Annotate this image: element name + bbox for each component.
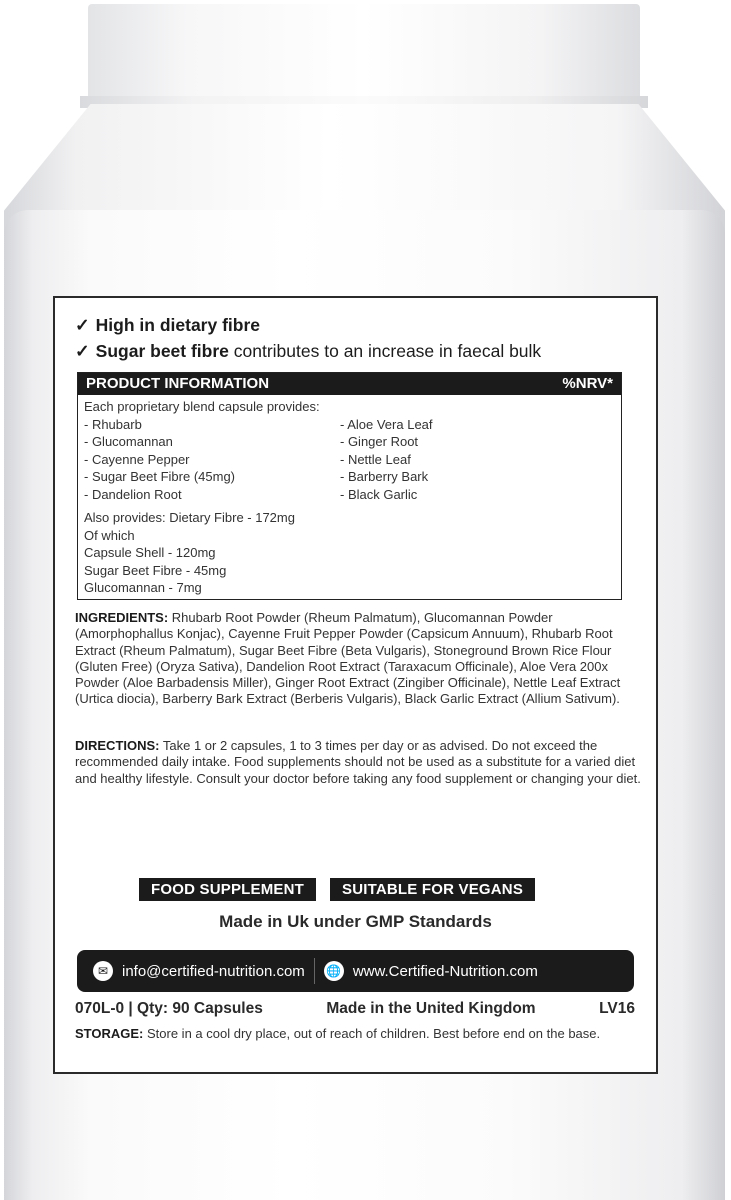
- blend-columns: [84, 416, 615, 504]
- blend-item: - Aloe Vera Leaf: [340, 416, 433, 432]
- blend-item: - Nettle Leaf: [340, 451, 411, 467]
- blend-item: - Black Garlic: [340, 486, 418, 502]
- blend-column-left: [84, 416, 340, 504]
- badges: [139, 878, 535, 901]
- vegan-badge: SUITABLE FOR VEGANS: [330, 878, 535, 901]
- product-information-body: [78, 395, 621, 600]
- website-contact: [324, 961, 538, 981]
- blend-column-right: [340, 416, 600, 504]
- blend-item: - Rhubarb: [84, 416, 142, 432]
- storage-text: STORAGE: Store in a cool dry place, out of reach of children. Best before end on the base.: [75, 1026, 601, 1041]
- directions-text: DIRECTIONS: Take 1 or 2 capsules, 1 to 3 times per day or as advised. Do not exceed the recommended daily intake. Food supplements should not be used as a substitute for a varied diet and healthy lifestyle. Consult your doctor before taking any food supplement or changing your diet.: [75, 738, 641, 786]
- blend-item: - Ginger Root: [340, 434, 419, 449]
- product-information-box: [77, 372, 622, 600]
- blend-item: - Barberry Bark: [340, 469, 429, 484]
- email-text: info@certified-nutrition.com: [122, 962, 305, 980]
- gmp-statement: Made in Uk under GMP Standards: [219, 912, 492, 931]
- claim-item: ✓ Sugar beet fibre contributes to an increase in faecal bulk: [75, 341, 542, 361]
- globe-icon: 🌐: [324, 961, 344, 981]
- product-meta: [75, 1000, 635, 1018]
- check-icon: ✓: [75, 341, 90, 361]
- ingredients-text: INGREDIENTS: Rhubarb Root Powder (Rheum Palmatum), Glucomannan Powder (Amorphophallus Konjac), Cayenne Fruit Pepper Powder (Capsicum Annuum), Rhubarb Root Extract (Rheum Palmatum), Sugar Beet Fibre (Beta Vulgaris), Stoneground Brown Rice Flour (Gluten Free) (Oryza Sativa), Dandelion Root Extract (Taraxacum Officinale), Aloe Vera 200x Powder (Aloe Barbadensis Miller), Ginger Root Extract (Zingiber Officinale), Nettle Leaf Extract (Urtica diocia), Barberry Bark Extract (Berberis Vulgaris), Black Garlic Extract (Allium Sativum).: [75, 610, 621, 707]
- also-provides: Also provides: Dietary Fibre - 172mg Of which Capsule Shell - 120mg Sugar Beet Fibre - 45mg Glucomannan - 7mg: [84, 510, 295, 595]
- product-code: 070L-0 | Qty: 90 Capsules: [75, 1000, 263, 1017]
- contact-divider: [314, 958, 315, 984]
- blend-item: - Sugar Beet Fibre (45mg): [84, 469, 236, 484]
- check-icon: ✓: [75, 315, 90, 335]
- claim-item: ✓ High in dietary fibre: [75, 315, 260, 335]
- website-text: www.Certified-Nutrition.com: [352, 962, 538, 980]
- product-information-header: PRODUCT INFORMATION %NRV*: [78, 373, 621, 395]
- origin-text: Made in the United Kingdom: [326, 1000, 536, 1017]
- nrv-header: %NRV*: [562, 375, 613, 392]
- product-label: [53, 296, 658, 1074]
- envelope-icon: ✉: [93, 961, 113, 981]
- food-supplement-badge: FOOD SUPPLEMENT: [139, 878, 316, 901]
- batch-code: LV16: [599, 1000, 635, 1017]
- contact-bar: [77, 950, 634, 992]
- blend-item: - Glucomannan: [84, 434, 173, 449]
- email-contact: [93, 961, 305, 981]
- blend-intro: Each proprietary blend capsule provides:: [84, 399, 320, 414]
- blend-item: - Cayenne Pepper: [84, 451, 190, 467]
- bottle-cap: [88, 4, 640, 104]
- claims-list: [75, 312, 646, 364]
- blend-item: - Dandelion Root: [84, 486, 182, 502]
